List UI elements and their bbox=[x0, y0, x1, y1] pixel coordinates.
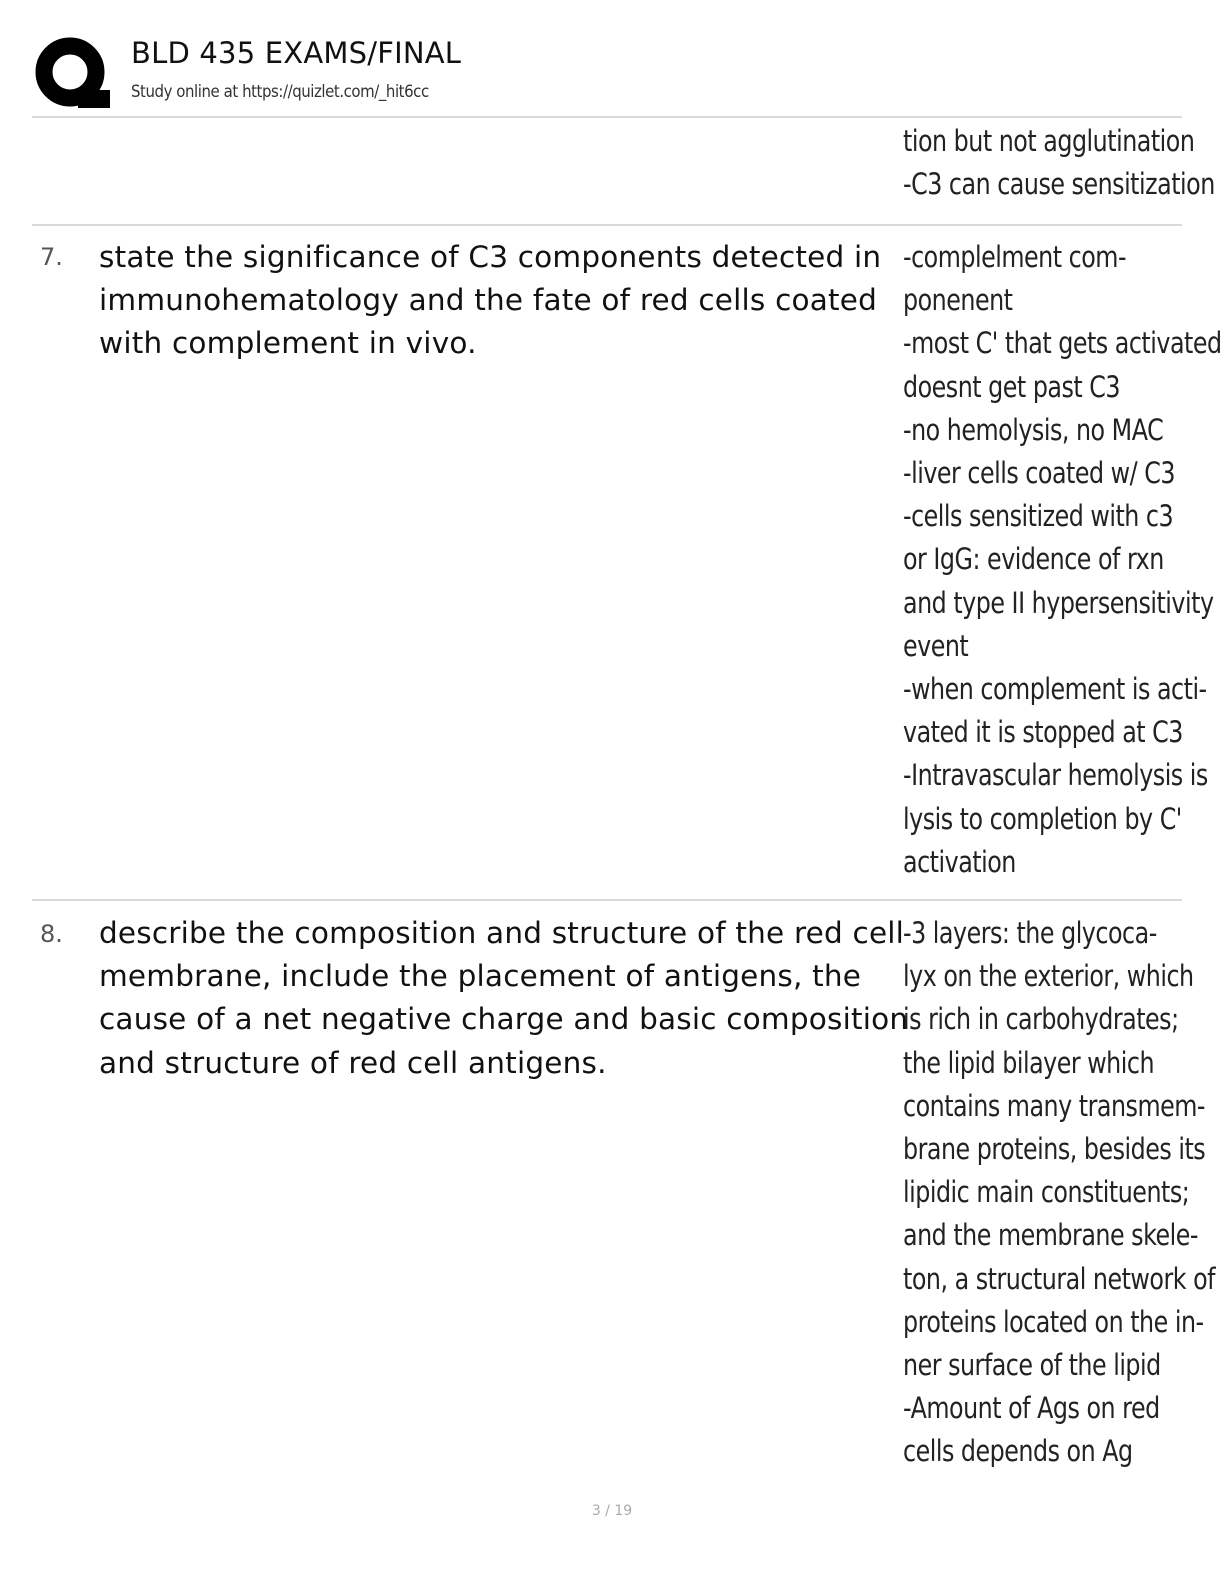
answer-line: and the membrane skele- bbox=[903, 1218, 1198, 1253]
answer-line: lipidic main constituents; bbox=[903, 1175, 1190, 1210]
answer-line: lysis to completion by C' bbox=[903, 801, 1182, 836]
question-line: and structure of red cell antigens. bbox=[99, 1045, 607, 1080]
answer-line: vated it is stopped at C3 bbox=[903, 715, 1183, 750]
header-divider bbox=[32, 116, 1182, 118]
question-line: describe the composition and structure of the red cell bbox=[99, 916, 905, 950]
answer-line: and type II hypersensitivity bbox=[903, 585, 1214, 620]
card-number: 8. bbox=[40, 920, 63, 948]
answer-line: proteins located on the in- bbox=[903, 1304, 1204, 1339]
answer-line: activation bbox=[903, 844, 1016, 879]
answer-line: contains many transmem- bbox=[903, 1088, 1206, 1123]
answer-line: -most C' that gets activated bbox=[903, 326, 1222, 361]
page-header bbox=[32, 30, 1182, 118]
answer-line: or IgG: evidence of rxn bbox=[903, 542, 1164, 577]
answer-line: -Amount of Ags on red bbox=[903, 1391, 1160, 1426]
answer-line: -no hemolysis, no MAC bbox=[903, 412, 1164, 447]
card-divider bbox=[32, 899, 1182, 901]
question-line: membrane, include the placement of antigens, the bbox=[99, 959, 862, 994]
document-title: BLD 435 EXAMS/FINAL bbox=[131, 36, 462, 70]
answer-line: -C3 can cause sensitization bbox=[903, 167, 1215, 202]
card-divider bbox=[32, 224, 1182, 226]
answer-line: -Intravascular hemolysis is bbox=[903, 758, 1208, 793]
answer-line: brane proteins, besides its bbox=[903, 1132, 1206, 1167]
answer-line: the lipid bilayer which bbox=[903, 1045, 1155, 1080]
answer-line: ponenent bbox=[903, 283, 1013, 318]
question-line: state the significance of C3 components detected in bbox=[99, 240, 882, 274]
answer-line: is rich in carbohydrates; bbox=[903, 1002, 1179, 1037]
answer-line: lyx on the exterior, which bbox=[903, 959, 1194, 994]
answer-line: -cells sensitized with c3 bbox=[903, 499, 1174, 534]
answer-line: tion but not agglutination bbox=[903, 124, 1195, 158]
question-line: with complement in vivo. bbox=[99, 326, 477, 361]
answer-line: event bbox=[903, 628, 969, 663]
study-online-link-text: Study online at https://quizlet.com/_hit6cc bbox=[131, 82, 429, 102]
card-question bbox=[99, 236, 899, 366]
quizlet-q-logo-icon bbox=[34, 36, 110, 112]
card-answer bbox=[903, 236, 1222, 884]
answer-line: doesnt get past C3 bbox=[903, 369, 1121, 404]
card-number: 7. bbox=[40, 243, 63, 271]
answer-line: ton, a structural network of bbox=[903, 1261, 1216, 1296]
answer-line: -when complement is acti- bbox=[903, 672, 1207, 707]
answer-line: -complelment com- bbox=[903, 240, 1127, 274]
continued-answer bbox=[903, 120, 1215, 206]
answer-line: cells depends on Ag bbox=[903, 1434, 1133, 1469]
card-answer bbox=[903, 912, 1216, 1474]
page-number: 3 / 19 bbox=[591, 1503, 633, 1519]
answer-line: ner surface of the lipid bbox=[903, 1348, 1161, 1383]
question-line: cause of a net negative charge and basic composition bbox=[99, 1002, 909, 1037]
question-line: immunohematology and the fate of red cells coated bbox=[99, 283, 878, 318]
answer-line: -liver cells coated w/ C3 bbox=[903, 456, 1175, 491]
card-question bbox=[99, 912, 909, 1085]
answer-line: -3 layers: the glycoca- bbox=[903, 916, 1157, 950]
